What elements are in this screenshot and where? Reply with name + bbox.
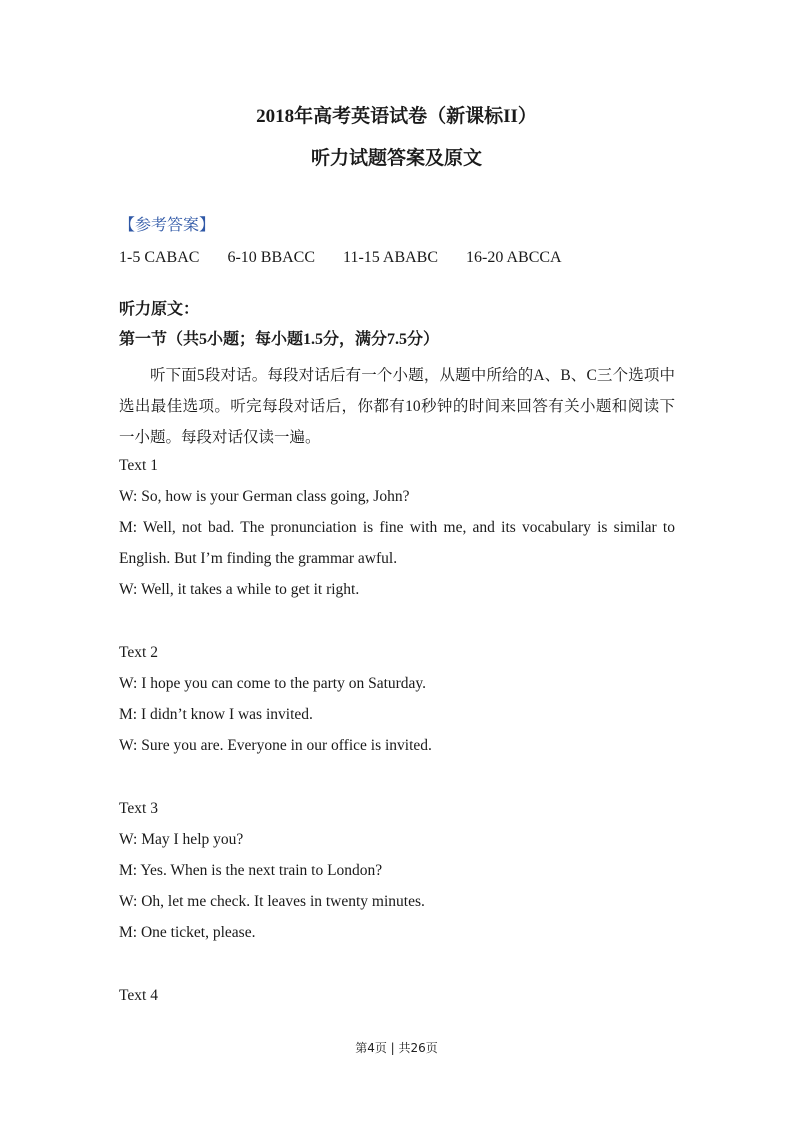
- section-heading: 第一节（共5小题；每小题1.5分，满分7.5分）: [119, 331, 440, 348]
- answer-group: 16-20 ABCCA: [466, 249, 562, 266]
- answer-group: 11-15 ABABC: [343, 249, 439, 266]
- dialogue-line: W: Sure you are. Everyone in our office is invited.: [119, 737, 432, 754]
- dialogue-line: M: Well, not bad. The pronunciation is fine with me, and its vocabulary is similar to English. But I’m finding the grammar awful.: [119, 519, 675, 567]
- answer-group: 6-10 BBACC: [227, 249, 316, 266]
- dialogue-line: M: Yes. When is the next train to London?: [119, 862, 383, 879]
- text-title: Text 2: [119, 644, 158, 661]
- dialogue-line: M: I didn’t know I was invited.: [119, 706, 313, 723]
- answer-group: 1-5 CABAC: [119, 249, 200, 266]
- dialogue-line: M: One ticket, please.: [119, 924, 256, 941]
- answer-key-label: 【参考答案】: [119, 217, 216, 234]
- text-title: Text 4: [119, 987, 158, 1004]
- text-title: Text 3: [119, 800, 158, 817]
- dialogue-line: W: Oh, let me check. It leaves in twenty minutes.: [119, 893, 425, 910]
- dialogue-line: W: Well, it takes a while to get it right.: [119, 581, 360, 598]
- document-subtitle: 听力试题答案及原文: [310, 148, 482, 169]
- text-title: Text 1: [119, 457, 158, 474]
- listening-heading: 听力原文：: [119, 301, 200, 318]
- section-instructions: 听下面5段对话。每段对话后有一个小题，从题中所给的A、B、C三个选项中选出最佳选项。听完每段对话后，你都有10秒钟的时间来回答有关小题和阅读下一小题。每段对话仅读一遍。: [119, 367, 675, 446]
- dialogue-line: W: So, how is your German class going, John?: [119, 488, 410, 505]
- answer-key-row: [119, 247, 586, 269]
- dialogue-line: W: I hope you can come to the party on Saturday.: [119, 675, 427, 692]
- dialogue-line: W: May I help you?: [119, 831, 244, 848]
- document-title: 2018年高考英语试卷（新课标II）: [256, 106, 537, 127]
- page-footer: 第4页 | 共26页: [355, 1041, 438, 1055]
